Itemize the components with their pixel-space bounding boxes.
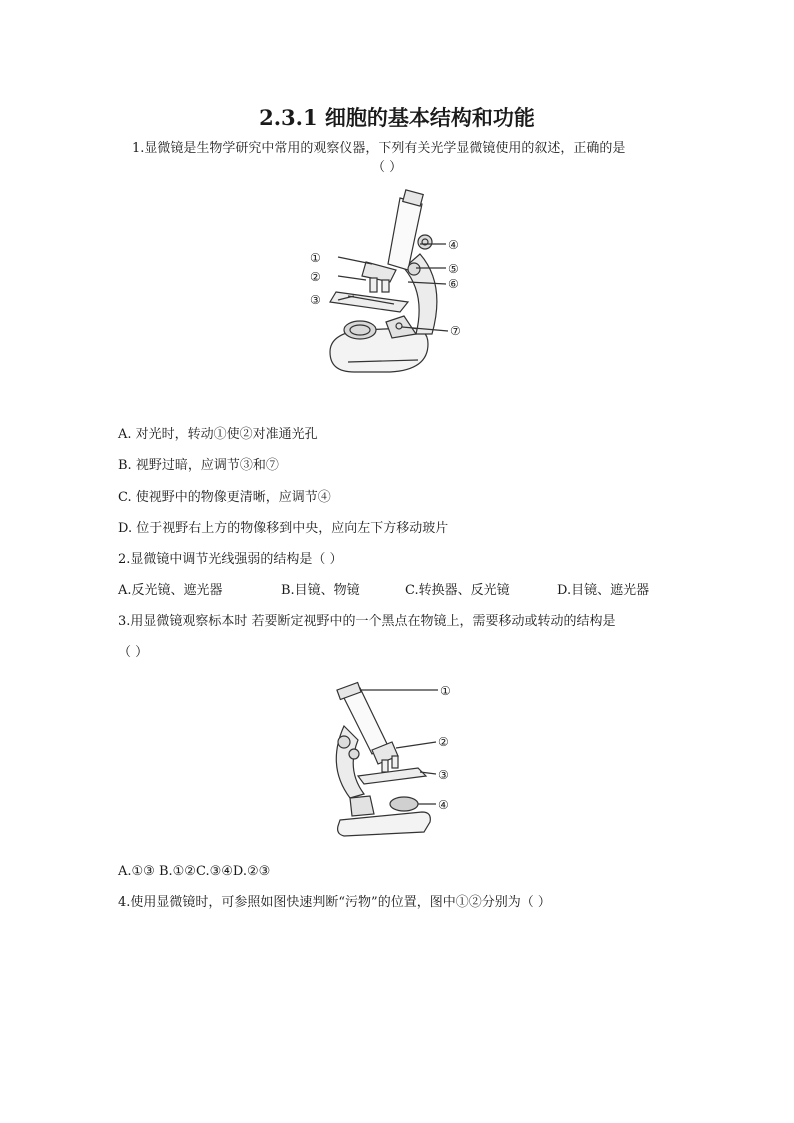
q1-option-c: C. 使视野中的物像更清晰，应调节④ bbox=[118, 490, 331, 505]
q1-label-6: ⑥ bbox=[448, 277, 459, 291]
q1-label-5: ⑤ bbox=[448, 262, 459, 276]
q3-answer-paren: （ ） bbox=[118, 645, 149, 660]
q1-option-b: B. 视野过暗，应调节③和⑦ bbox=[118, 458, 279, 473]
q1-label-1: ① bbox=[310, 251, 321, 265]
q3-microscope-figure bbox=[330, 680, 460, 840]
q1-answer-paren: （ ） bbox=[372, 160, 403, 175]
q2-option-b: B.目镜、物镜 bbox=[281, 583, 360, 598]
q3-label-1: ① bbox=[440, 684, 451, 698]
q1-label-4: ④ bbox=[448, 238, 459, 252]
q3-options: A.①③ B.①②C.③④D.②③ bbox=[118, 864, 271, 879]
q3-label-2: ② bbox=[438, 735, 449, 749]
q1-stem: 1.显微镜是生物学研究中常用的观察仪器，下列有关光学显微镜使用的叙述，正确的是 bbox=[132, 141, 626, 156]
q2-stem: 2.显微镜中调节光线强弱的结构是（ ） bbox=[118, 552, 343, 567]
q1-label-7: ⑦ bbox=[450, 324, 461, 338]
q1-option-d: D. 位于视野右上方的物像移到中央，应向左下方移动玻片 bbox=[118, 521, 449, 536]
q1-label-3: ③ bbox=[310, 293, 321, 307]
q2-option-d: D.目镜、遮光器 bbox=[557, 583, 650, 598]
page-title: 2.3.1 细胞的基本结构和功能 bbox=[259, 105, 535, 130]
q2-option-a: A.反光镜、遮光器 bbox=[118, 583, 223, 598]
q3-label-4: ④ bbox=[438, 798, 449, 812]
q1-option-a: A. 对光时，转动①使②对准通光孔 bbox=[118, 427, 318, 442]
q1-label-2: ② bbox=[310, 270, 321, 284]
q4-stem: 4.使用显微镜时，可参照如图快速判断“污物”的位置，图中①②分别为（ ） bbox=[118, 895, 551, 910]
q1-microscope-figure bbox=[300, 184, 480, 380]
q3-label-3: ③ bbox=[438, 768, 449, 782]
q3-stem: 3.用显微镜观察标本时 若要断定视野中的一个黑点在物镜上，需要移动或转动的结构是 bbox=[118, 614, 616, 629]
q2-option-c: C.转换器、反光镜 bbox=[405, 583, 510, 598]
